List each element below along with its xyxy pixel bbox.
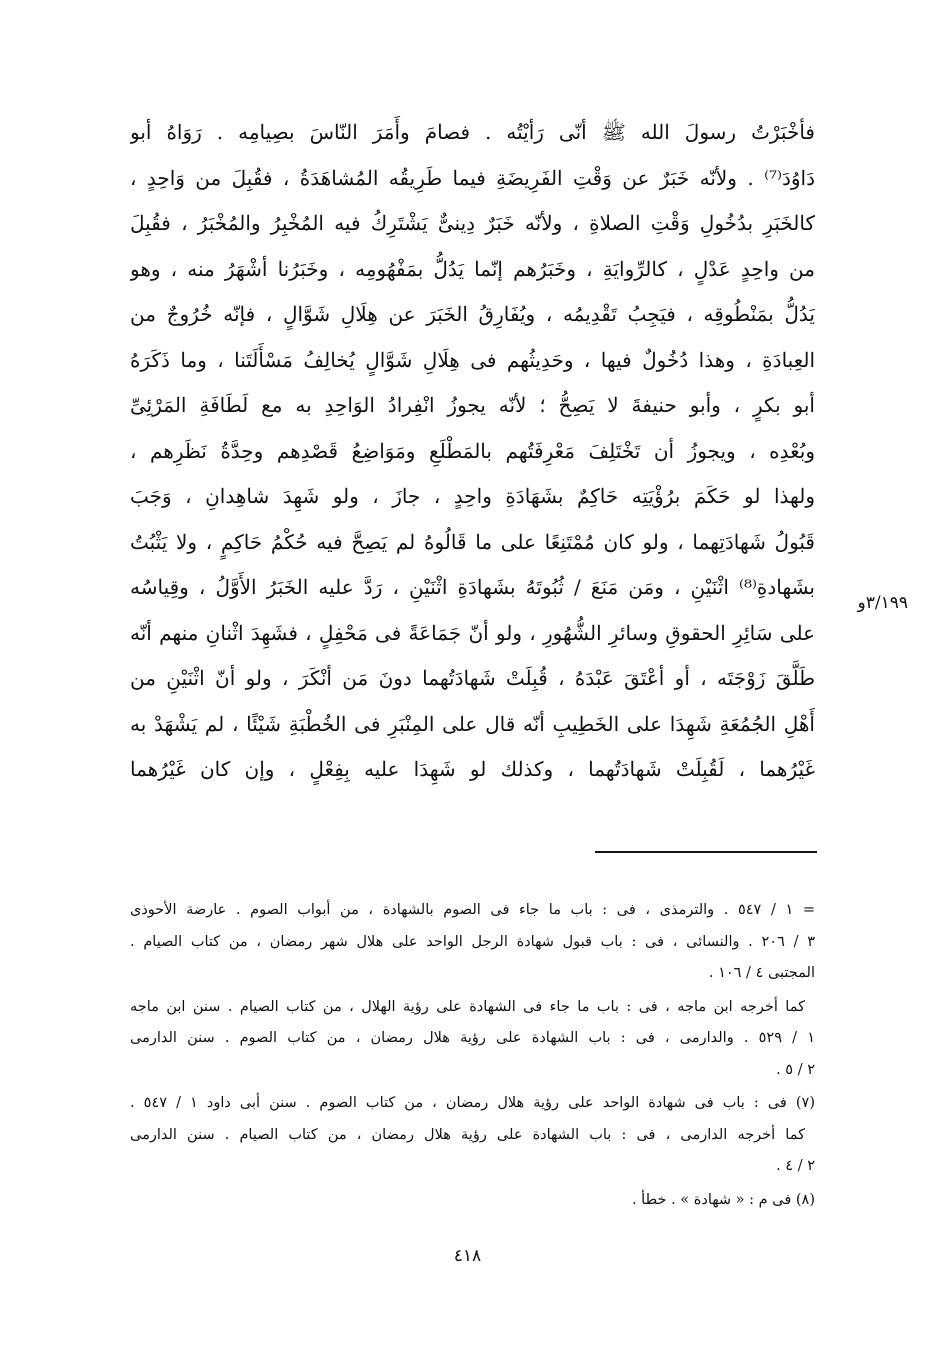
footnotes-block [130, 895, 815, 1216]
text-line: دَاوُدَ⁽⁷⁾ . ولأنّه خَبَرٌ عن وَقْتِ الفَرِيضَةِ فيما طَرِيقُه المُشاهَدَةُ ، فقُبِلَ من وَاحِدٍ ، [130, 165, 815, 190]
text-line: طَلَّقَ زَوْجَتَه ، أو أعْتَقَ عَبْدَهُ ، قُبِلَتْ شَهادَتُهما دونَ مَن أنْكَرَ ، ولو أنّ اثْنَيْنِ من [130, 666, 815, 690]
text-line: أَهْلِ الجُمُعَةِ شَهِدَا على الخَطِيبِ أنّه قال على المِنْبَرِ فى الخُطْبَةِ شَيْئًا ، لم يَشْهَدْ به [130, 711, 815, 736]
text-line: كالخَبَرِ بدُخُولِ وَقْتِ الصلاةِ ، ولأنّه خَبَرٌ دِينىٌّ يَشْتَرِكُ فيه المُخْبِرُ والمُخْبَرُ ، فقُبِلَ [130, 211, 815, 235]
footnote-line: المجتبى ٤ / ١٠٦ . [708, 965, 815, 981]
text-line: على سَائِرِ الحقوقِ وسائرِ الشُّهُورِ ، ولو أنّ جَمَاعَةً فى مَحْفِلٍ ، فشَهِدَ اثْنانِ منهم أنّه [130, 620, 815, 645]
footnote-line: ٣ / ٢٠٦ . والنسائى ، فى : باب قبول شهادة الرجل الواحد على هلال شهر رمضان ، من كتاب الصيام . [130, 933, 815, 950]
text-line: وبُعْدِه ، ويجوزُ أن تَخْتَلِفَ مَعْرِفَتُهم بالمَطْلَعِ ومَوَاضِعُ قَصْدِهم وحِدَّةُ نَظَرِهم ، [130, 438, 815, 463]
footnote-line: كما أخرجه الدارمى ، فى : باب الشهادة على رؤية هلال رمضان ، من كتاب الصيام . سنن الدارمى [130, 1126, 805, 1143]
footnote-line: كما أخرجه ابن ماجه ، فى : باب ما جاء فى الشهادة على رؤية الهلال ، من كتاب الصيام . سنن ابن ماجه [130, 998, 805, 1015]
footnote-line: ١ / ٥٢٩ . والدارمى ، فى : باب الشهادة على رؤية هلال رمضان ، من كتاب الصوم . سنن الدارمى [130, 1030, 815, 1046]
text-line: من واحِدٍ عَدْلٍ ، كالرِّوايَةِ ، وخَبَرُهم إنّما يَدُلُّ بمَفْهُومِه ، وخَبَرُنا أشْهَرُ منه ، وهو [130, 256, 815, 281]
text-line: أبو بكرٍ ، وأبو حنيفةَ لا يَصِحُّ ؛ لأنّه يجوزُ انْفِرادُ الوَاحِدِ به مع لَطَافَةِ المَرْئِىِّ [130, 393, 815, 417]
text-line: فأخْبَرْتُ رسولَ الله ﷺ أنّى رَأيْتُه . فصامَ وأَمَرَ النّاسَ بصِيامِه . رَوَاهُ أبو [130, 120, 815, 144]
footnote-line: = ١ / ٥٤٧ . والترمذى ، فى : باب ما جاء فى الصوم بالشهادة ، من أبواب الصوم . عارضة الأحوذى [130, 902, 815, 918]
footnote-line: ٢ / ٤ . [776, 1158, 815, 1174]
text-line: بشَهادةِ⁽⁸⁾ اثْنَيْنِ ، ومَن مَنَعَ / ثُبُوتَهُ بشَهادَةِ اثْنَيْنِ ، رَدَّ عليه الخَبَرُ الأَوَّلُ ، وقِياسُه [130, 575, 815, 599]
text-line: العِبادَةِ ، وهذا دُخُولٌ فيها ، وحَدِيثُهم فى هِلَالِ شَوَّالٍ يُخالِفُ مَسْأَلَتَنا ، وما ذَكَرَهُ [130, 347, 815, 372]
page-number: ٤١٨ [453, 1246, 482, 1266]
text-line: غَيْرُهما ، لَقُبِلَتْ شَهادَتُهما ، وكذلك لو شَهِدَا عليه بِفِعْلٍ ، وإن كان غَيْرُهما [130, 757, 815, 781]
text-line: يَدُلُّ بمَنْطُوقِه ، فيَجِبُ تَقْدِيمُه ، ويُفَارِقُ الخَبَرَ عن هِلَالِ شَوَّالٍ ، فإنّه خُرُوجٌ من [130, 302, 815, 326]
footnote-line: ٢ / ٥ . [776, 1061, 815, 1078]
margin-folio-reference: ٣/١٩٩و [857, 593, 908, 613]
main-text-block [130, 110, 815, 793]
footnote-line: (٧) فى : باب فى شهادة الواحد على رؤية هلال رمضان ، من كتاب الصوم . سنن أبى داود ١ / ٥٤٧ . [130, 1095, 815, 1111]
footnote-separator [595, 851, 817, 853]
text-line: ولهذا لو حَكَمَ برُؤْيَتِه حَاكِمٌ بشَهَادَةِ واحِدٍ ، جازَ ، ولو شَهِدَ شاهِدانِ ، وَجَبَ [130, 484, 815, 508]
footnote-line: (٨) فى م : « شهادة » . خطأ . [631, 1191, 815, 1208]
text-line: قَبُولُ شَهادَتِهما ، ولو كان مُمْتَنِعًا على ما قَالُوهُ لم يَصِحَّ فيه حُكْمُ حَاكِمٍ ، ولا يَثْبُتُ [130, 529, 815, 554]
